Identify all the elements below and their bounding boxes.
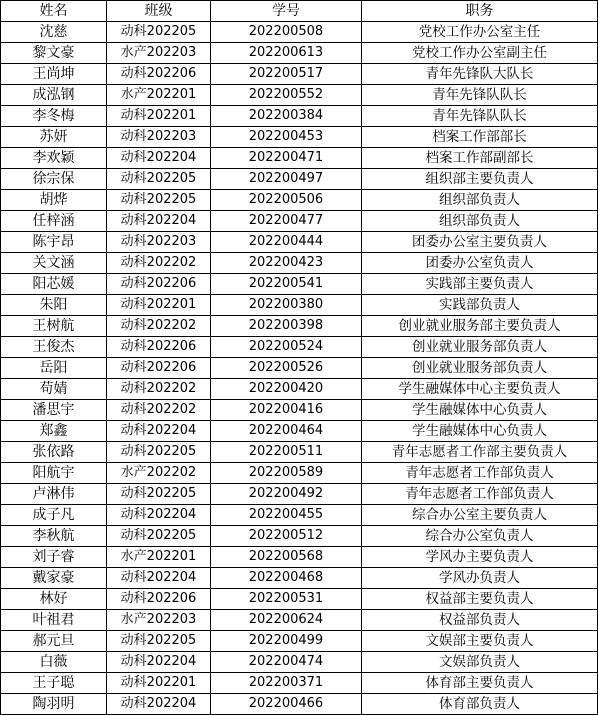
cell-name[interactable]: 成子凡 (1, 505, 107, 526)
table-row (1, 106, 598, 127)
cell-class[interactable]: 动科202202 (107, 400, 211, 421)
table-row (1, 652, 598, 673)
cell-name[interactable]: 成泓钢 (1, 85, 107, 106)
cell-student-id[interactable]: 202200474 (211, 652, 362, 673)
cell-student-id[interactable]: 202200624 (211, 610, 362, 631)
table-row (1, 400, 598, 421)
cell-name[interactable]: 王树航 (1, 316, 107, 337)
cell-student-id[interactable]: 202200568 (211, 547, 362, 568)
table-row (1, 694, 598, 715)
cell-position[interactable]: 组织部负责人 (362, 190, 598, 211)
cell-student-id[interactable]: 202200531 (211, 589, 362, 610)
table-row (1, 568, 598, 589)
cell-name[interactable]: 陈宇昂 (1, 232, 107, 253)
cell-position[interactable]: 学生融媒体中心负责人 (362, 400, 598, 421)
cell-position[interactable]: 权益部主要负责人 (362, 589, 598, 610)
cell-class[interactable]: 动科202205 (107, 169, 211, 190)
table-body (1, 22, 598, 715)
cell-name[interactable]: 郑鑫 (1, 421, 107, 442)
cell-student-id[interactable]: 202200511 (211, 442, 362, 463)
cell-class[interactable]: 动科202201 (107, 295, 211, 316)
table-row (1, 148, 598, 169)
cell-class[interactable]: 动科202205 (107, 442, 211, 463)
cell-name[interactable]: 李欢颖 (1, 148, 107, 169)
cell-position[interactable]: 学风办负责人 (362, 568, 598, 589)
cell-class[interactable]: 动科202202 (107, 379, 211, 400)
table-row (1, 211, 598, 232)
cell-position[interactable]: 青年先锋队大队长 (362, 64, 598, 85)
table-row (1, 85, 598, 106)
cell-student-id[interactable]: 202200589 (211, 463, 362, 484)
cell-position[interactable]: 团委办公室负责人 (362, 253, 598, 274)
cell-position[interactable]: 党校工作办公室主任 (362, 22, 598, 43)
cell-class[interactable]: 动科202201 (107, 673, 211, 694)
cell-name[interactable]: 王尚坤 (1, 64, 107, 85)
cell-class[interactable]: 动科202206 (107, 64, 211, 85)
header-class[interactable]: 班级 (107, 1, 211, 22)
cell-name[interactable]: 李秋航 (1, 526, 107, 547)
header-position[interactable]: 职务 (362, 1, 598, 22)
table-row (1, 232, 598, 253)
cell-position[interactable]: 档案工作部部长 (362, 127, 598, 148)
cell-student-id[interactable]: 202200526 (211, 358, 362, 379)
table-row (1, 169, 598, 190)
cell-class[interactable]: 动科202205 (107, 526, 211, 547)
cell-name[interactable]: 苟婧 (1, 379, 107, 400)
header-name[interactable]: 姓名 (1, 1, 107, 22)
cell-student-id[interactable]: 202200444 (211, 232, 362, 253)
header-row (1, 1, 598, 22)
table-row (1, 358, 598, 379)
cell-class[interactable]: 水产202201 (107, 85, 211, 106)
table-row (1, 22, 598, 43)
cell-student-id[interactable]: 202200471 (211, 148, 362, 169)
cell-name[interactable]: 任梓涵 (1, 211, 107, 232)
table-header (1, 1, 598, 22)
table-row (1, 43, 598, 64)
cell-name[interactable]: 戴家豪 (1, 568, 107, 589)
table-row (1, 337, 598, 358)
cell-position[interactable]: 学生融媒体中心负责人 (362, 421, 598, 442)
cell-name[interactable]: 李冬梅 (1, 106, 107, 127)
cell-student-id[interactable]: 202200541 (211, 274, 362, 295)
cell-student-id[interactable]: 202200517 (211, 64, 362, 85)
cell-class[interactable]: 动科202205 (107, 631, 211, 652)
cell-position[interactable]: 组织部负责人 (362, 211, 598, 232)
cell-student-id[interactable]: 202200453 (211, 127, 362, 148)
cell-position[interactable]: 学风办主要负责人 (362, 547, 598, 568)
cell-position[interactable]: 体育部主要负责人 (362, 673, 598, 694)
cell-student-id[interactable]: 202200466 (211, 694, 362, 715)
cell-position[interactable]: 实践部主要负责人 (362, 274, 598, 295)
cell-class[interactable]: 水产202203 (107, 43, 211, 64)
table-row (1, 610, 598, 631)
table-row (1, 190, 598, 211)
table-row (1, 379, 598, 400)
cell-name[interactable]: 叶祖君 (1, 610, 107, 631)
cell-position[interactable]: 党校工作办公室副主任 (362, 43, 598, 64)
cell-name[interactable]: 胡烨 (1, 190, 107, 211)
cell-name[interactable]: 阳芯媛 (1, 274, 107, 295)
cell-class[interactable]: 动科202206 (107, 589, 211, 610)
cell-position[interactable]: 创业就业服务部负责人 (362, 358, 598, 379)
cell-position[interactable]: 体育部负责人 (362, 694, 598, 715)
cell-student-id[interactable]: 202200492 (211, 484, 362, 505)
cell-student-id[interactable]: 202200613 (211, 43, 362, 64)
table-row (1, 316, 598, 337)
cell-class[interactable]: 水产202201 (107, 547, 211, 568)
table-row (1, 484, 598, 505)
cell-class[interactable]: 动科202206 (107, 274, 211, 295)
cell-name[interactable]: 卢淋伟 (1, 484, 107, 505)
cell-class[interactable]: 动科202206 (107, 358, 211, 379)
cell-position[interactable]: 档案工作部副部长 (362, 148, 598, 169)
cell-class[interactable]: 水产202202 (107, 463, 211, 484)
cell-position[interactable]: 创业就业服务部主要负责人 (362, 316, 598, 337)
cell-name[interactable]: 王俊杰 (1, 337, 107, 358)
table-row (1, 421, 598, 442)
cell-class[interactable]: 动科202201 (107, 106, 211, 127)
cell-position[interactable]: 学生融媒体中心主要负责人 (362, 379, 598, 400)
cell-position[interactable]: 青年志愿者工作部主要负责人 (362, 442, 598, 463)
cell-class[interactable]: 动科202205 (107, 484, 211, 505)
cell-name[interactable]: 黎文豪 (1, 43, 107, 64)
table-row (1, 127, 598, 148)
cell-student-id[interactable]: 202200506 (211, 190, 362, 211)
cell-class[interactable]: 动科202203 (107, 127, 211, 148)
cell-class[interactable]: 动科202204 (107, 211, 211, 232)
cell-student-id[interactable]: 202200499 (211, 631, 362, 652)
table-row (1, 295, 598, 316)
cell-class[interactable]: 动科202204 (107, 148, 211, 169)
cell-position[interactable]: 组织部主要负责人 (362, 169, 598, 190)
cell-student-id[interactable]: 202200464 (211, 421, 362, 442)
table-row (1, 589, 598, 610)
table-row (1, 463, 598, 484)
table-row (1, 274, 598, 295)
cell-class[interactable]: 动科202205 (107, 190, 211, 211)
cell-name[interactable]: 岳阳 (1, 358, 107, 379)
cell-name[interactable]: 阳航宇 (1, 463, 107, 484)
table-row (1, 673, 598, 694)
cell-name[interactable]: 王子聪 (1, 673, 107, 694)
cell-name[interactable]: 张依路 (1, 442, 107, 463)
cell-student-id[interactable]: 202200524 (211, 337, 362, 358)
cell-class[interactable]: 动科202202 (107, 253, 211, 274)
cell-class[interactable]: 动科202205 (107, 22, 211, 43)
cell-position[interactable]: 文娱部主要负责人 (362, 631, 598, 652)
cell-class[interactable]: 动科202206 (107, 337, 211, 358)
cell-position[interactable]: 青年志愿者工作部负责人 (362, 484, 598, 505)
cell-name[interactable]: 关文涵 (1, 253, 107, 274)
cell-student-id[interactable]: 202200371 (211, 673, 362, 694)
table-row (1, 64, 598, 85)
cell-position[interactable]: 实践部负责人 (362, 295, 598, 316)
cell-student-id[interactable]: 202200384 (211, 106, 362, 127)
cell-name[interactable]: 徐宗保 (1, 169, 107, 190)
cell-student-id[interactable]: 202200455 (211, 505, 362, 526)
cell-class[interactable]: 动科202204 (107, 694, 211, 715)
cell-name[interactable]: 潘思宇 (1, 400, 107, 421)
cell-class[interactable]: 水产202203 (107, 610, 211, 631)
cell-student-id[interactable]: 202200477 (211, 211, 362, 232)
cell-name[interactable]: 苏妍 (1, 127, 107, 148)
cell-position[interactable]: 综合办公室负责人 (362, 526, 598, 547)
table-row (1, 253, 598, 274)
cell-position[interactable]: 创业就业服务部负责人 (362, 337, 598, 358)
table-row (1, 631, 598, 652)
cell-student-id[interactable]: 202200423 (211, 253, 362, 274)
cell-position[interactable]: 团委办公室主要负责人 (362, 232, 598, 253)
cell-name[interactable]: 林好 (1, 589, 107, 610)
table-row (1, 547, 598, 568)
cell-student-id[interactable]: 202200512 (211, 526, 362, 547)
cell-class[interactable]: 动科202202 (107, 316, 211, 337)
cell-student-id[interactable]: 202200380 (211, 295, 362, 316)
cell-class[interactable]: 动科202203 (107, 232, 211, 253)
cell-name[interactable]: 陶羽明 (1, 694, 107, 715)
cell-position[interactable]: 综合办公室主要负责人 (362, 505, 598, 526)
header-student-id[interactable]: 学号 (211, 1, 362, 22)
cell-position[interactable]: 青年先锋队队长 (362, 106, 598, 127)
cell-position[interactable]: 权益部负责人 (362, 610, 598, 631)
table-row (1, 505, 598, 526)
cell-class[interactable]: 动科202204 (107, 505, 211, 526)
table-row (1, 442, 598, 463)
cell-position[interactable]: 文娱部负责人 (362, 652, 598, 673)
cell-position[interactable]: 青年先锋队队长 (362, 85, 598, 106)
cell-student-id[interactable]: 202200420 (211, 379, 362, 400)
cell-student-id[interactable]: 202200398 (211, 316, 362, 337)
cell-name[interactable]: 沈慈 (1, 22, 107, 43)
cell-student-id[interactable]: 202200552 (211, 85, 362, 106)
cell-name[interactable]: 朱阳 (1, 295, 107, 316)
cell-class[interactable]: 动科202204 (107, 568, 211, 589)
cell-student-id[interactable]: 202200468 (211, 568, 362, 589)
cell-name[interactable]: 白薇 (1, 652, 107, 673)
cell-position[interactable]: 青年志愿者工作部负责人 (362, 463, 598, 484)
cell-name[interactable]: 郝元旦 (1, 631, 107, 652)
cell-student-id[interactable]: 202200497 (211, 169, 362, 190)
cell-student-id[interactable]: 202200508 (211, 22, 362, 43)
cell-student-id[interactable]: 202200416 (211, 400, 362, 421)
cell-name[interactable]: 刘子睿 (1, 547, 107, 568)
table-row (1, 526, 598, 547)
cell-class[interactable]: 动科202204 (107, 652, 211, 673)
cell-class[interactable]: 动科202204 (107, 421, 211, 442)
